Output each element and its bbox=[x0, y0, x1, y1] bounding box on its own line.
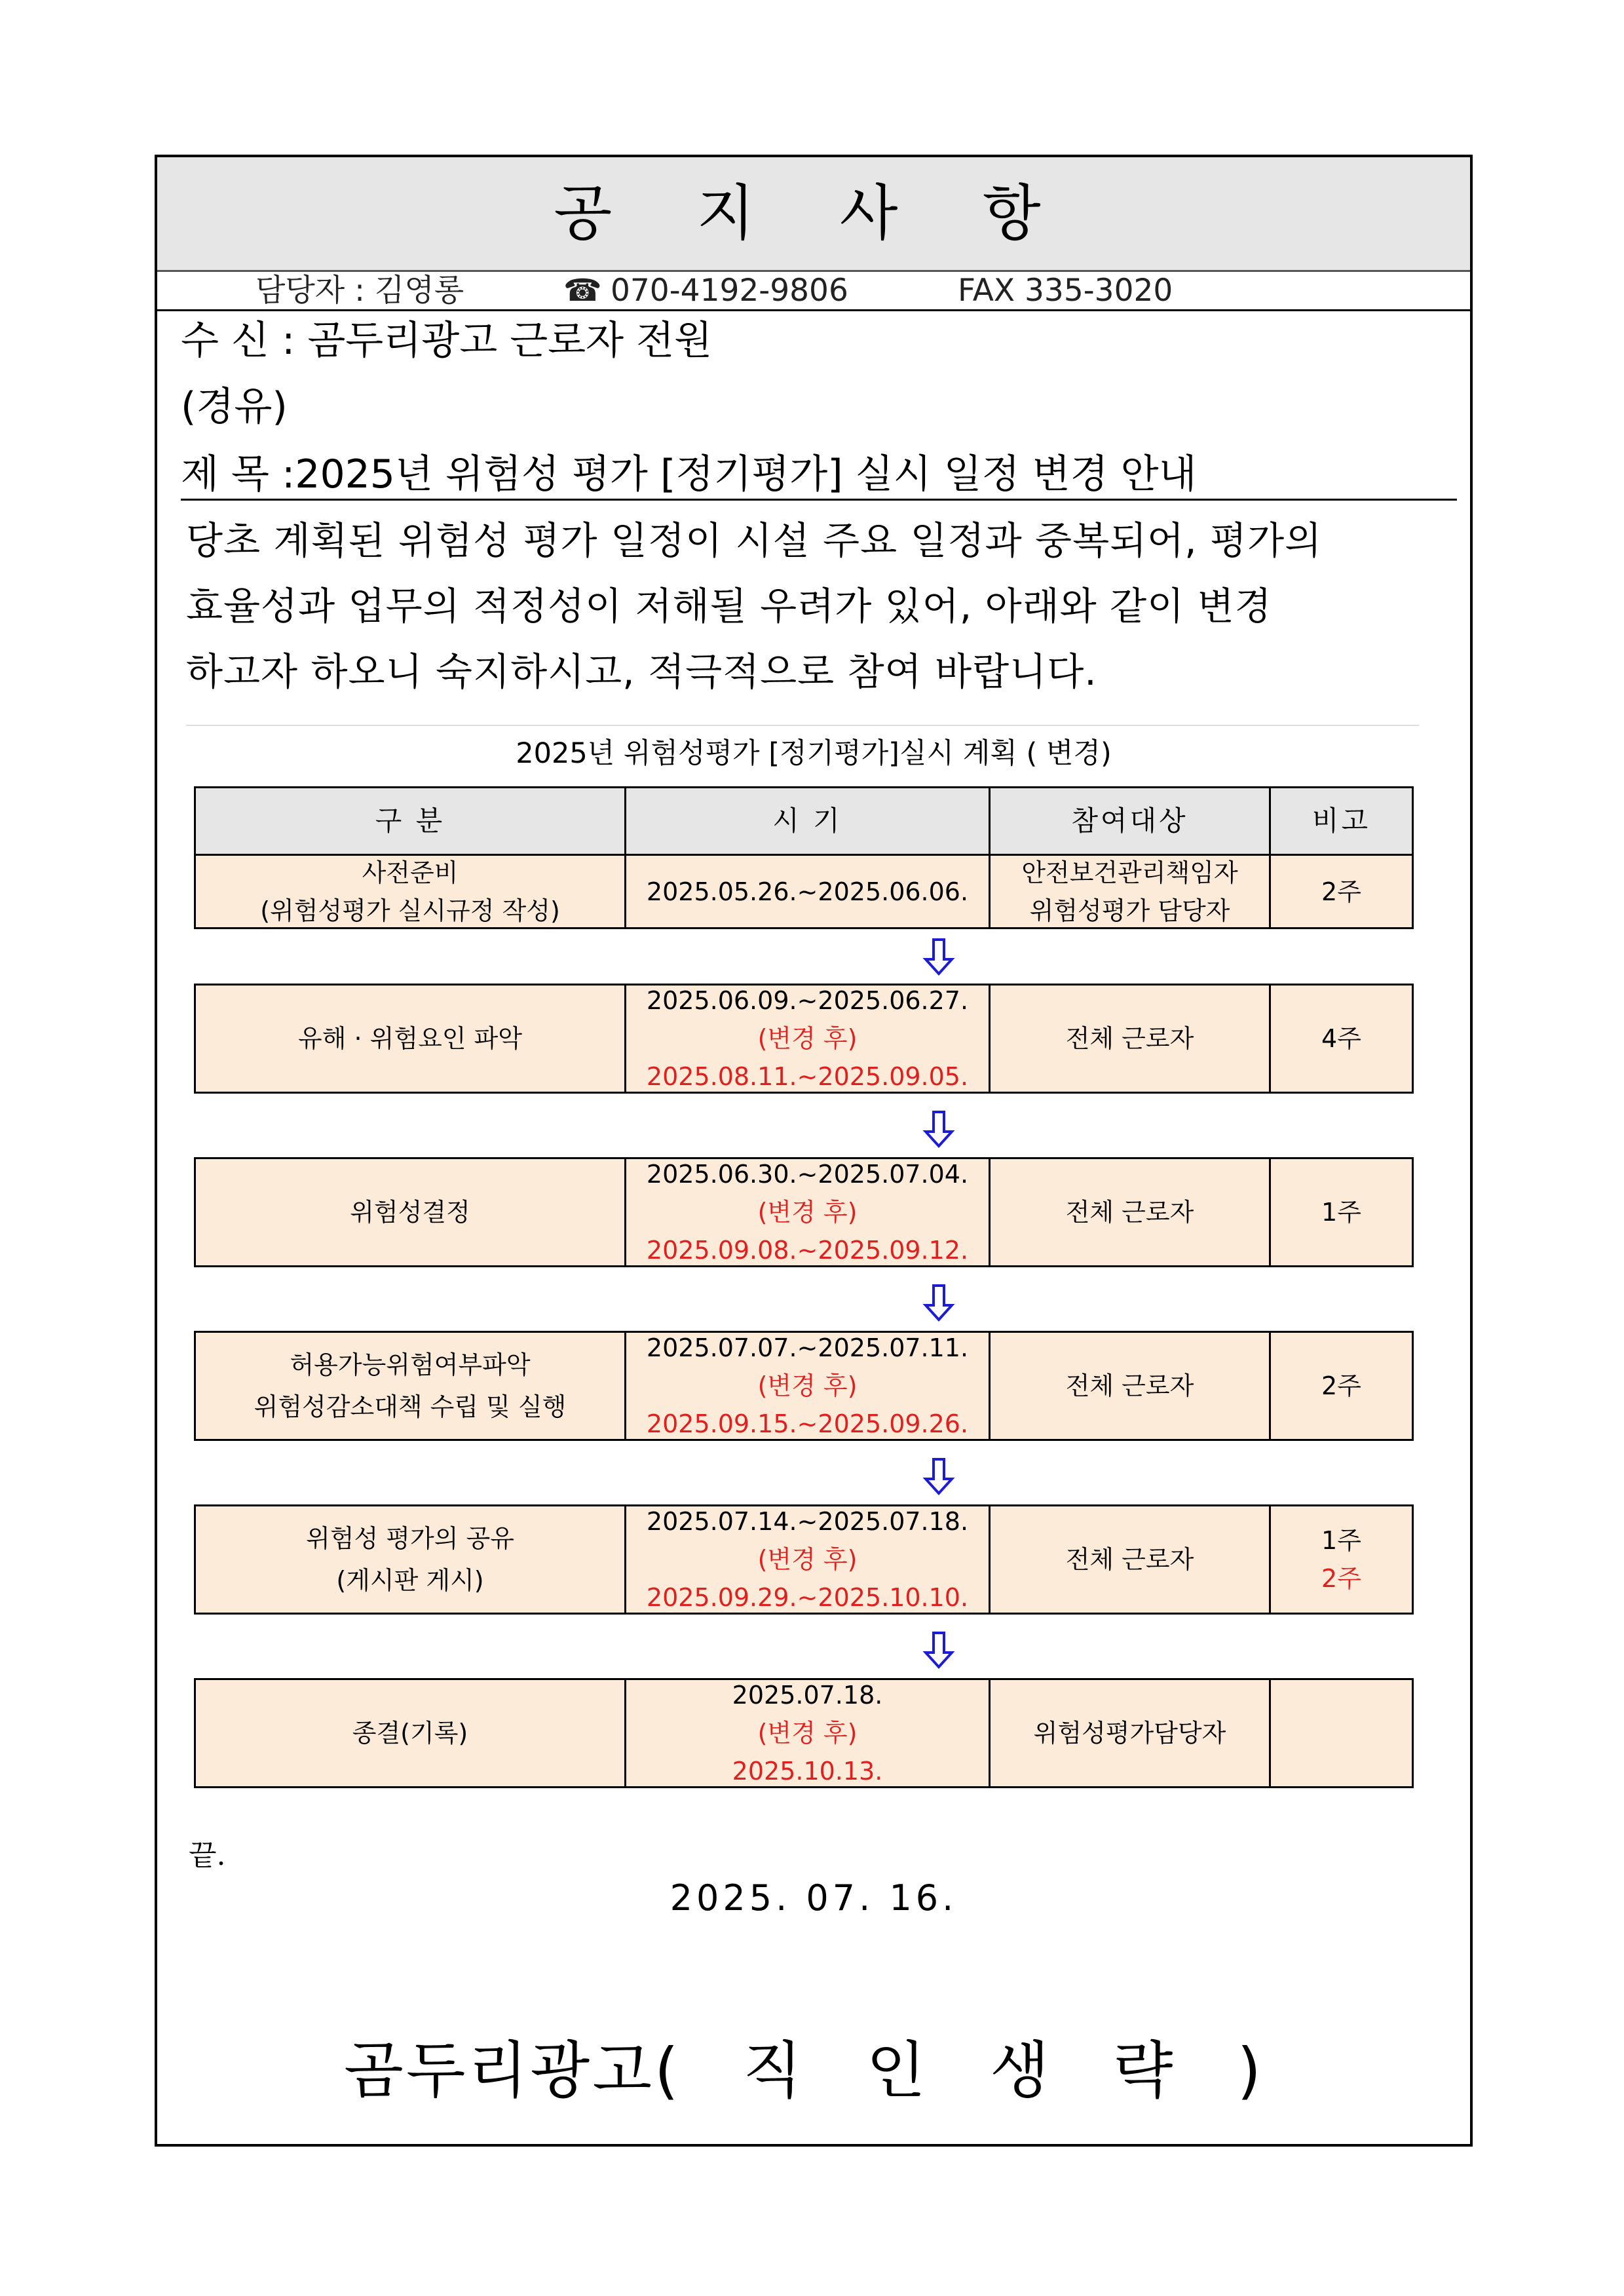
down-arrow-icon bbox=[919, 1630, 958, 1670]
note-value: 1주 bbox=[1321, 1526, 1361, 1555]
change-label: (변경 후) bbox=[757, 1545, 858, 1574]
end-mark: 끝. bbox=[189, 1839, 226, 1872]
row-period bbox=[626, 1159, 991, 1265]
change-label: (변경 후) bbox=[757, 1719, 858, 1748]
header-period: 시 기 bbox=[626, 788, 991, 854]
target-line: 전체 근로자 bbox=[1065, 1024, 1194, 1053]
period-changed: 2025.08.11.~2025.09.05. bbox=[646, 1062, 969, 1091]
row-target bbox=[991, 1333, 1271, 1439]
target-line: 전체 근로자 bbox=[1065, 1371, 1194, 1400]
row-target bbox=[991, 985, 1271, 1092]
note-value: 2주 bbox=[1321, 1371, 1361, 1400]
contact-row bbox=[157, 272, 1470, 311]
row-period bbox=[626, 1680, 991, 1786]
note-changed: 2주 bbox=[1321, 1564, 1361, 1593]
down-arrow-icon bbox=[919, 937, 958, 976]
category-line: 위험성감소대책 수립 및 실행 bbox=[254, 1392, 567, 1421]
body-line: 하고자 하오니 숙지하시고, 적극적으로 참여 바랍니다. bbox=[186, 649, 1097, 694]
period-changed: 2025.09.15.~2025.09.26. bbox=[646, 1409, 969, 1438]
period-original: 2025.07.07.~2025.07.11. bbox=[646, 1333, 969, 1362]
row-period bbox=[626, 1506, 991, 1613]
target-line: 전체 근로자 bbox=[1065, 1198, 1194, 1227]
down-arrow-icon bbox=[919, 1457, 958, 1496]
row-category bbox=[196, 1680, 626, 1786]
row-target bbox=[991, 856, 1271, 927]
schedule-title: 2025년 위험성평가 [정기평가]실시 계획 ( 변경) bbox=[516, 737, 1112, 770]
row-period bbox=[626, 985, 991, 1092]
row-note bbox=[1271, 1506, 1412, 1613]
row-note bbox=[1271, 985, 1412, 1092]
row-note bbox=[1271, 1159, 1412, 1265]
header-target: 참여대상 bbox=[991, 788, 1271, 854]
row-period bbox=[626, 856, 991, 927]
row-category bbox=[196, 856, 626, 927]
category-line: (위험성평가 실시규정 작성) bbox=[260, 896, 560, 925]
row-period bbox=[626, 1333, 991, 1439]
table-row bbox=[194, 1678, 1414, 1788]
category-line: 위험성 평가의 공유 bbox=[306, 1524, 514, 1553]
body-line: 당초 계획된 위험성 평가 일정이 시설 주요 일정과 중복되어, 평가의 bbox=[186, 518, 1323, 563]
change-label: (변경 후) bbox=[757, 1024, 858, 1053]
period-changed: 2025.10.13. bbox=[732, 1757, 883, 1786]
row-target bbox=[991, 1159, 1271, 1265]
table-header bbox=[194, 786, 1414, 856]
row-category bbox=[196, 1333, 626, 1439]
table-row bbox=[194, 984, 1414, 1094]
table-row bbox=[194, 854, 1414, 929]
row-note bbox=[1271, 1333, 1412, 1439]
period-original: 2025.06.09.~2025.06.27. bbox=[646, 986, 969, 1015]
category-line: 위험성결정 bbox=[350, 1198, 470, 1227]
target-line: 위험성평가담당자 bbox=[1033, 1719, 1226, 1748]
change-label: (변경 후) bbox=[757, 1371, 858, 1400]
table-row bbox=[194, 1331, 1414, 1441]
via: (경유) bbox=[181, 384, 288, 430]
row-category bbox=[196, 985, 626, 1092]
down-arrow-icon bbox=[919, 1109, 958, 1149]
notice-title: 공 지 사 항 bbox=[554, 178, 1074, 248]
target-line: 전체 근로자 bbox=[1065, 1545, 1194, 1574]
notice-frame bbox=[155, 155, 1473, 2147]
period-original: 2025.05.26.~2025.06.06. bbox=[646, 877, 969, 906]
target-line: 위험성평가 담당자 bbox=[1029, 896, 1230, 925]
row-note bbox=[1271, 1680, 1412, 1786]
period-original: 2025.06.30.~2025.07.04. bbox=[646, 1160, 969, 1189]
period-changed: 2025.09.08.~2025.09.12. bbox=[646, 1236, 969, 1265]
company-name: 곰두리광고 bbox=[344, 2035, 655, 2107]
period-original: 2025.07.18. bbox=[732, 1681, 883, 1710]
body-line: 효율성과 업무의 적정성이 저해될 우려가 있어, 아래와 같이 변경 bbox=[186, 584, 1272, 628]
target-line: 안전보건관리책임자 bbox=[1021, 858, 1238, 887]
note-value: 4주 bbox=[1321, 1024, 1361, 1053]
period-original: 2025.07.14.~2025.07.18. bbox=[646, 1507, 969, 1536]
header-category: 구 분 bbox=[196, 788, 626, 854]
table-row bbox=[194, 1504, 1414, 1615]
contact-fax: FAX 335-3020 bbox=[958, 273, 1173, 309]
company-signature bbox=[157, 2021, 1470, 2109]
divider bbox=[186, 725, 1419, 726]
category-line: 종결(기록) bbox=[352, 1719, 468, 1748]
title-bar bbox=[157, 157, 1470, 272]
row-target bbox=[991, 1506, 1271, 1613]
category-line: 사전준비 bbox=[362, 858, 459, 887]
contact-person: 담당자 : 김영롱 bbox=[255, 273, 464, 309]
phone-icon: ☎ bbox=[563, 273, 602, 309]
down-arrow-icon bbox=[919, 1283, 958, 1322]
issue-date: 2025. 07. 16. bbox=[670, 1877, 958, 1919]
subject-underline bbox=[181, 499, 1457, 501]
row-target bbox=[991, 1680, 1271, 1786]
seal-note: ( 직 인 생 략 ) bbox=[654, 2035, 1283, 2107]
category-line: (게시판 게시) bbox=[336, 1566, 484, 1595]
note-value: 2주 bbox=[1321, 877, 1361, 906]
recipient: 수 신 : 곰두리광고 근로자 전원 bbox=[181, 318, 713, 364]
row-category bbox=[196, 1506, 626, 1613]
table-row bbox=[194, 1157, 1414, 1267]
category-line: 허용가능위험여부파악 bbox=[290, 1350, 531, 1379]
period-changed: 2025.09.29.~2025.10.10. bbox=[646, 1583, 969, 1612]
header-note: 비고 bbox=[1312, 805, 1371, 837]
row-note bbox=[1271, 856, 1412, 927]
note-value: 1주 bbox=[1321, 1198, 1361, 1227]
category-line: 유해 · 위험요인 파악 bbox=[298, 1024, 522, 1053]
subject: 제 목 :2025년 위험성 평가 [정기평가] 실시 일정 변경 안내 bbox=[181, 451, 1197, 497]
contact-phone: 070-4192-9806 bbox=[611, 273, 848, 309]
change-label: (변경 후) bbox=[757, 1198, 858, 1227]
row-category bbox=[196, 1159, 626, 1265]
